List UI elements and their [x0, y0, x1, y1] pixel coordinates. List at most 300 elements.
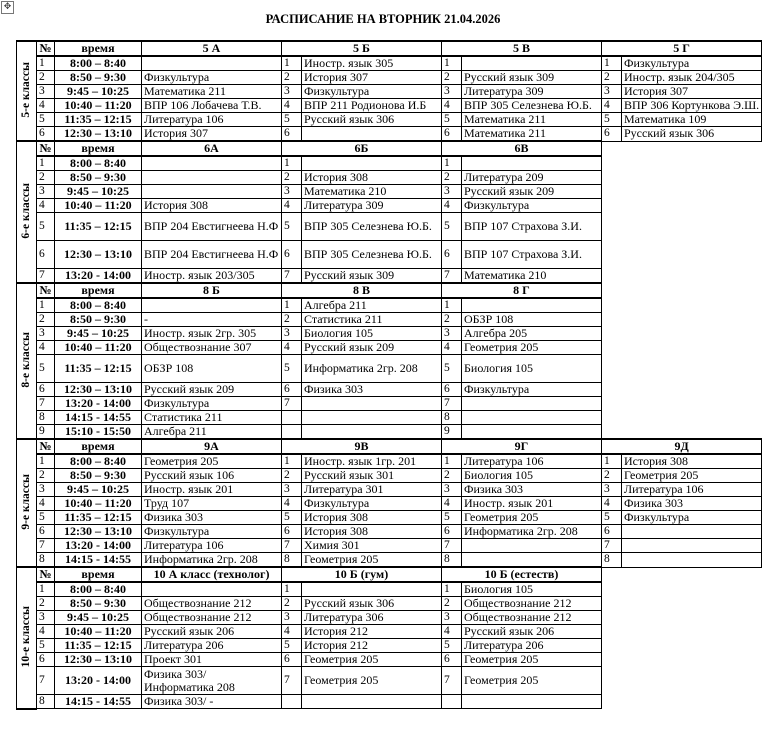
lesson-subject	[302, 156, 442, 171]
lesson-index: 1	[282, 582, 302, 597]
lesson-subject: Алгебра 211	[142, 425, 282, 440]
lesson-index: 6	[282, 127, 302, 142]
empty-cell	[602, 327, 762, 341]
lesson-index: 4	[442, 341, 462, 355]
lesson-time: 14:15 - 14:55	[55, 553, 142, 568]
lesson-subject: Русский язык 306	[622, 127, 762, 142]
lesson-subject: Информатика 2гр. 208	[142, 553, 282, 568]
lesson-index: 4	[442, 625, 462, 639]
lesson-subject: Русский язык 209	[302, 341, 442, 355]
section-header-row	[17, 567, 762, 582]
lesson-number: 6	[37, 525, 55, 539]
lesson-index: 2	[442, 71, 462, 85]
empty-cell	[602, 241, 762, 269]
lesson-time: 11:35 – 12:15	[55, 511, 142, 525]
lesson-time: 10:40 – 11:20	[55, 625, 142, 639]
lesson-subject: Статистика 211	[142, 411, 282, 425]
lesson-index: 5	[442, 511, 462, 525]
lesson-subject: Литература 306	[302, 611, 442, 625]
lesson-subject: Химия 301	[302, 539, 442, 553]
lesson-subject: Физика 303	[462, 483, 602, 497]
lesson-subject: Физика 303	[622, 497, 762, 511]
grade-label-text: 8-е классы	[20, 331, 32, 388]
lesson-subject	[142, 156, 282, 171]
lesson-time: 9:45 – 10:25	[55, 483, 142, 497]
grade-label	[17, 41, 37, 141]
lesson-subject: Литература 209	[462, 171, 602, 185]
lesson-subject	[462, 425, 602, 440]
number-header: №	[37, 567, 55, 582]
lesson-time: 8:00 – 8:40	[55, 298, 142, 313]
empty-cell	[602, 213, 762, 241]
lesson-index: 7	[282, 667, 302, 695]
lesson-subject: -	[142, 313, 282, 327]
lesson-time: 10:40 – 11:20	[55, 199, 142, 213]
class-header: 10 А класс (технолог)	[142, 567, 282, 582]
lesson-subject: Физкультура	[622, 56, 762, 71]
lesson-subject: Литература 106	[142, 539, 282, 553]
number-header: №	[37, 439, 55, 454]
lesson-index: 5	[602, 511, 622, 525]
lesson-row	[17, 597, 762, 611]
lesson-time: 8:50 – 9:30	[55, 597, 142, 611]
lesson-index: 3	[442, 185, 462, 199]
empty-cell	[602, 141, 762, 156]
lesson-subject: Обществознание 212	[462, 597, 602, 611]
lesson-subject: Информатика 2гр. 208	[462, 525, 602, 539]
lesson-index: 4	[442, 497, 462, 511]
empty-cell	[602, 355, 762, 383]
lesson-number: 1	[37, 298, 55, 313]
empty-cell	[602, 611, 762, 625]
lesson-subject: Физика 303	[142, 511, 282, 525]
lesson-row	[17, 425, 762, 440]
lesson-time: 13:20 - 14:00	[55, 667, 142, 695]
lesson-subject: Физкультура	[302, 85, 442, 99]
lesson-index: 7	[442, 539, 462, 553]
lesson-subject	[302, 582, 442, 597]
grade-label	[17, 141, 37, 283]
lesson-subject: История 212	[302, 639, 442, 653]
lesson-row	[17, 156, 762, 171]
grade-label	[17, 283, 37, 439]
empty-cell	[602, 397, 762, 411]
lesson-subject: Статистика 211	[302, 313, 442, 327]
lesson-subject: История 308	[302, 525, 442, 539]
lesson-subject: Биология 105	[462, 355, 602, 383]
lesson-number: 2	[37, 597, 55, 611]
lesson-row	[17, 383, 762, 397]
lesson-index: 5	[282, 639, 302, 653]
lesson-subject: Обществознание 212	[142, 597, 282, 611]
lesson-subject: Русский язык 206	[462, 625, 602, 639]
grade-label-text: 6-е классы	[20, 182, 32, 239]
lesson-index: 2	[442, 313, 462, 327]
empty-cell	[602, 639, 762, 653]
lesson-subject: ВПР 305 Селезнева Ю.Б.	[302, 241, 442, 269]
lesson-number: 6	[37, 383, 55, 397]
empty-cell	[602, 597, 762, 611]
lesson-subject: История 307	[302, 71, 442, 85]
lesson-subject: Биология 105	[462, 469, 602, 483]
empty-cell	[602, 269, 762, 284]
lesson-subject	[142, 185, 282, 199]
lesson-subject: Иностр. язык 201	[142, 483, 282, 497]
section-header-row	[17, 41, 762, 56]
lesson-time: 11:35 – 12:15	[55, 639, 142, 653]
lesson-number: 4	[37, 625, 55, 639]
lesson-subject: ВПР 204 Евстигнеева Н.Ф	[142, 241, 282, 269]
lesson-number: 3	[37, 611, 55, 625]
schedule-table	[16, 40, 762, 710]
lesson-index: 6	[282, 653, 302, 667]
lesson-subject: Русский язык 309	[462, 71, 602, 85]
lesson-index: 6	[442, 127, 462, 142]
time-header: время	[55, 567, 142, 582]
lesson-number: 7	[37, 667, 55, 695]
lesson-index: 8	[442, 411, 462, 425]
lesson-subject: Физкультура	[302, 497, 442, 511]
lesson-subject: Математика 109	[622, 113, 762, 127]
lesson-number: 6	[37, 653, 55, 667]
lesson-subject: Литература 106	[142, 113, 282, 127]
lesson-subject	[462, 553, 602, 568]
lesson-row	[17, 99, 762, 113]
lesson-index: 7	[282, 397, 302, 411]
lesson-index: 4	[442, 199, 462, 213]
lesson-time: 9:45 – 10:25	[55, 611, 142, 625]
lesson-index: 2	[602, 469, 622, 483]
grade-label	[17, 439, 37, 567]
lesson-subject: Литература 206	[142, 639, 282, 653]
lesson-time: 9:45 – 10:25	[55, 85, 142, 99]
empty-cell	[602, 283, 762, 298]
lesson-index: 1	[442, 582, 462, 597]
lesson-number: 4	[37, 199, 55, 213]
lesson-row	[17, 71, 762, 85]
lesson-subject: Математика 210	[302, 185, 442, 199]
lesson-subject	[462, 397, 602, 411]
lesson-subject	[462, 539, 602, 553]
lesson-index: 5	[282, 355, 302, 383]
lesson-subject	[622, 553, 762, 568]
lesson-subject: Математика 210	[462, 269, 602, 284]
lesson-subject: ВПР 211 Родионова И.Б	[302, 99, 442, 113]
lesson-row	[17, 667, 762, 695]
lesson-subject: Физкультура	[142, 397, 282, 411]
lesson-row	[17, 127, 762, 142]
empty-cell	[602, 185, 762, 199]
lesson-index	[282, 425, 302, 440]
lesson-index: 1	[442, 56, 462, 71]
lesson-subject: Математика 211	[142, 85, 282, 99]
lesson-index: 4	[442, 99, 462, 113]
empty-cell	[602, 199, 762, 213]
lesson-time: 13:20 - 14:00	[55, 269, 142, 284]
move-handle-icon[interactable]: ✥	[1, 1, 14, 14]
lesson-row	[17, 327, 762, 341]
lesson-number: 4	[37, 99, 55, 113]
lesson-row	[17, 582, 762, 597]
lesson-index: 2	[282, 313, 302, 327]
class-header: 5 А	[142, 41, 282, 56]
lesson-subject	[302, 397, 442, 411]
time-header: время	[55, 41, 142, 56]
lesson-subject: Литература 106	[622, 483, 762, 497]
lesson-index: 2	[442, 597, 462, 611]
lesson-time: 8:00 – 8:40	[55, 56, 142, 71]
lesson-time: 15:10 - 15:50	[55, 425, 142, 440]
lesson-subject: История 307	[622, 85, 762, 99]
lesson-number: 3	[37, 483, 55, 497]
lesson-subject: Геометрия 205	[142, 454, 282, 469]
lesson-time: 10:40 – 11:20	[55, 99, 142, 113]
lesson-time: 8:00 – 8:40	[55, 582, 142, 597]
lesson-subject: Проект 301	[142, 653, 282, 667]
lesson-subject: Труд 107	[142, 497, 282, 511]
empty-cell	[602, 582, 762, 597]
empty-cell	[602, 667, 762, 695]
lesson-number: 2	[37, 469, 55, 483]
lesson-number: 4	[37, 341, 55, 355]
empty-cell	[602, 313, 762, 327]
lesson-subject: ВПР 106 Лобачева Т.В.	[142, 99, 282, 113]
empty-cell	[602, 298, 762, 313]
lesson-subject: Иностр. язык 1гр. 201	[302, 454, 442, 469]
lesson-number: 7	[37, 269, 55, 284]
time-header: время	[55, 439, 142, 454]
empty-cell	[602, 625, 762, 639]
class-header: 5 В	[442, 41, 602, 56]
lesson-row	[17, 298, 762, 313]
lesson-subject: ВПР 107 Страхова З.И.	[462, 213, 602, 241]
lesson-time: 8:50 – 9:30	[55, 469, 142, 483]
lesson-row	[17, 497, 762, 511]
lesson-index: 5	[442, 213, 462, 241]
lesson-row	[17, 653, 762, 667]
lesson-subject: Физкультура	[142, 525, 282, 539]
lesson-subject: Физика 303/ Информатика 208	[142, 667, 282, 695]
lesson-index: 7	[442, 269, 462, 284]
lesson-index	[282, 411, 302, 425]
lesson-index: 9	[442, 425, 462, 440]
lesson-index: 6	[282, 525, 302, 539]
lesson-subject: ОБЗР 108	[462, 313, 602, 327]
lesson-row	[17, 483, 762, 497]
lesson-time: 9:45 – 10:25	[55, 185, 142, 199]
lesson-number: 6	[37, 127, 55, 142]
lesson-time: 13:20 - 14:00	[55, 539, 142, 553]
class-header: 6Б	[282, 141, 442, 156]
lesson-time: 8:00 – 8:40	[55, 454, 142, 469]
lesson-time: 8:50 – 9:30	[55, 171, 142, 185]
class-header: 9Д	[602, 439, 762, 454]
class-header: 10 Б (гум)	[282, 567, 442, 582]
lesson-time: 13:20 - 14:00	[55, 397, 142, 411]
lesson-subject: История 308	[302, 511, 442, 525]
lesson-subject	[462, 411, 602, 425]
lesson-time: 14:15 - 14:55	[55, 411, 142, 425]
number-header: №	[37, 41, 55, 56]
lesson-index: 1	[282, 454, 302, 469]
lesson-index: 3	[602, 483, 622, 497]
lesson-row	[17, 553, 762, 568]
lesson-subject: Алгебра 205	[462, 327, 602, 341]
lesson-number: 3	[37, 327, 55, 341]
lesson-index: 1	[442, 454, 462, 469]
lesson-number: 6	[37, 241, 55, 269]
empty-cell	[602, 341, 762, 355]
lesson-subject: Физкультура	[622, 511, 762, 525]
lesson-number: 5	[37, 511, 55, 525]
lesson-subject: Обществознание 212	[462, 611, 602, 625]
lesson-number: 5	[37, 639, 55, 653]
lesson-index: 1	[602, 454, 622, 469]
lesson-number: 2	[37, 171, 55, 185]
lesson-subject: Литература 301	[302, 483, 442, 497]
lesson-subject	[142, 56, 282, 71]
lesson-index: 7	[602, 539, 622, 553]
lesson-row	[17, 85, 762, 99]
lesson-subject: ОБЗР 108	[142, 355, 282, 383]
lesson-subject: Русский язык 209	[142, 383, 282, 397]
class-header: 5 Б	[282, 41, 442, 56]
lesson-subject: ВПР 107 Страхова З.И.	[462, 241, 602, 269]
lesson-subject: Русский язык 306	[302, 597, 442, 611]
lesson-subject: Русский язык 301	[302, 469, 442, 483]
lesson-subject: Литература 106	[462, 454, 602, 469]
lesson-number: 8	[37, 411, 55, 425]
lesson-subject: Биология 105	[302, 327, 442, 341]
lesson-subject	[622, 539, 762, 553]
lesson-subject: Геометрия 205	[302, 667, 442, 695]
lesson-index: 8	[442, 553, 462, 568]
lesson-row	[17, 525, 762, 539]
class-header: 10 Б (естеств)	[442, 567, 602, 582]
lesson-time: 11:35 – 12:15	[55, 355, 142, 383]
lesson-time: 12:30 – 13:10	[55, 127, 142, 142]
class-header: 5 Г	[602, 41, 762, 56]
lesson-subject: История 308	[302, 171, 442, 185]
lesson-subject: Иностр. язык 203/305	[142, 269, 282, 284]
lesson-time: 11:35 – 12:15	[55, 113, 142, 127]
lesson-index: 2	[282, 171, 302, 185]
lesson-row	[17, 185, 762, 199]
lesson-index: 2	[282, 469, 302, 483]
time-header: время	[55, 141, 142, 156]
lesson-time: 12:30 – 13:10	[55, 241, 142, 269]
lesson-subject: Иностр. язык 204/305	[622, 71, 762, 85]
lesson-subject: История 308	[142, 199, 282, 213]
lesson-index: 8	[602, 553, 622, 568]
lesson-index: 2	[282, 597, 302, 611]
lesson-number: 7	[37, 539, 55, 553]
lesson-index: 6	[282, 383, 302, 397]
lesson-row	[17, 454, 762, 469]
lesson-time: 12:30 – 13:10	[55, 525, 142, 539]
lesson-index: 3	[442, 327, 462, 341]
lesson-index: 7	[442, 667, 462, 695]
lesson-subject: История 212	[302, 625, 442, 639]
lesson-index: 3	[442, 483, 462, 497]
lesson-subject	[462, 56, 602, 71]
lesson-index: 4	[602, 99, 622, 113]
lesson-index: 4	[282, 99, 302, 113]
lesson-row	[17, 469, 762, 483]
empty-cell	[602, 425, 762, 440]
lesson-index: 2	[282, 71, 302, 85]
lesson-row	[17, 411, 762, 425]
section-header-row	[17, 283, 762, 298]
lesson-number: 8	[37, 553, 55, 568]
lesson-number: 1	[37, 156, 55, 171]
lesson-subject: Геометрия 205	[622, 469, 762, 483]
lesson-index: 4	[602, 497, 622, 511]
lesson-index: 2	[442, 469, 462, 483]
empty-cell	[602, 171, 762, 185]
class-header: 8 Г	[442, 283, 602, 298]
grade-label-text: 9-е классы	[20, 473, 32, 530]
lesson-subject: Алгебра 211	[302, 298, 442, 313]
lesson-number: 5	[37, 113, 55, 127]
lesson-index: 1	[282, 56, 302, 71]
lesson-time: 11:35 – 12:15	[55, 213, 142, 241]
lesson-index: 3	[442, 611, 462, 625]
lesson-index: 6	[442, 525, 462, 539]
lesson-time: 8:50 – 9:30	[55, 313, 142, 327]
number-header: №	[37, 283, 55, 298]
lesson-subject: Геометрия 205	[462, 667, 602, 695]
lesson-row	[17, 397, 762, 411]
lesson-time: 14:15 - 14:55	[55, 695, 142, 709]
lesson-number: 8	[37, 695, 55, 709]
lesson-time: 8:50 – 9:30	[55, 71, 142, 85]
lesson-row	[17, 269, 762, 284]
lesson-subject: ВПР 204 Евстигнеева Н.Ф	[142, 213, 282, 241]
lesson-index: 6	[442, 383, 462, 397]
lesson-index: 1	[282, 298, 302, 313]
lesson-subject: Геометрия 205	[302, 553, 442, 568]
lesson-index: 6	[282, 241, 302, 269]
lesson-subject: Русский язык 209	[462, 185, 602, 199]
lesson-index: 6	[602, 525, 622, 539]
lesson-time: 12:30 – 13:10	[55, 653, 142, 667]
lesson-row	[17, 611, 762, 625]
lesson-index: 3	[282, 483, 302, 497]
lesson-index	[282, 695, 302, 709]
lesson-row	[17, 625, 762, 639]
lesson-index: 3	[282, 611, 302, 625]
lesson-subject: Русский язык 309	[302, 269, 442, 284]
lesson-subject: Геометрия 205	[462, 511, 602, 525]
empty-cell	[602, 156, 762, 171]
lesson-index: 6	[442, 653, 462, 667]
lesson-number: 5	[37, 355, 55, 383]
class-header: 8 Б	[142, 283, 282, 298]
lesson-subject: Русский язык 106	[142, 469, 282, 483]
lesson-subject: Иностр. язык 305	[302, 56, 442, 71]
lesson-subject: Литература 309	[462, 85, 602, 99]
lesson-number: 5	[37, 213, 55, 241]
lesson-number: 4	[37, 497, 55, 511]
lesson-index: 3	[282, 327, 302, 341]
lesson-index: 5	[282, 511, 302, 525]
lesson-subject: Геометрия 205	[462, 653, 602, 667]
lesson-index: 5	[442, 355, 462, 383]
grade-label	[17, 567, 37, 709]
lesson-index: 4	[282, 625, 302, 639]
lesson-index: 1	[282, 156, 302, 171]
